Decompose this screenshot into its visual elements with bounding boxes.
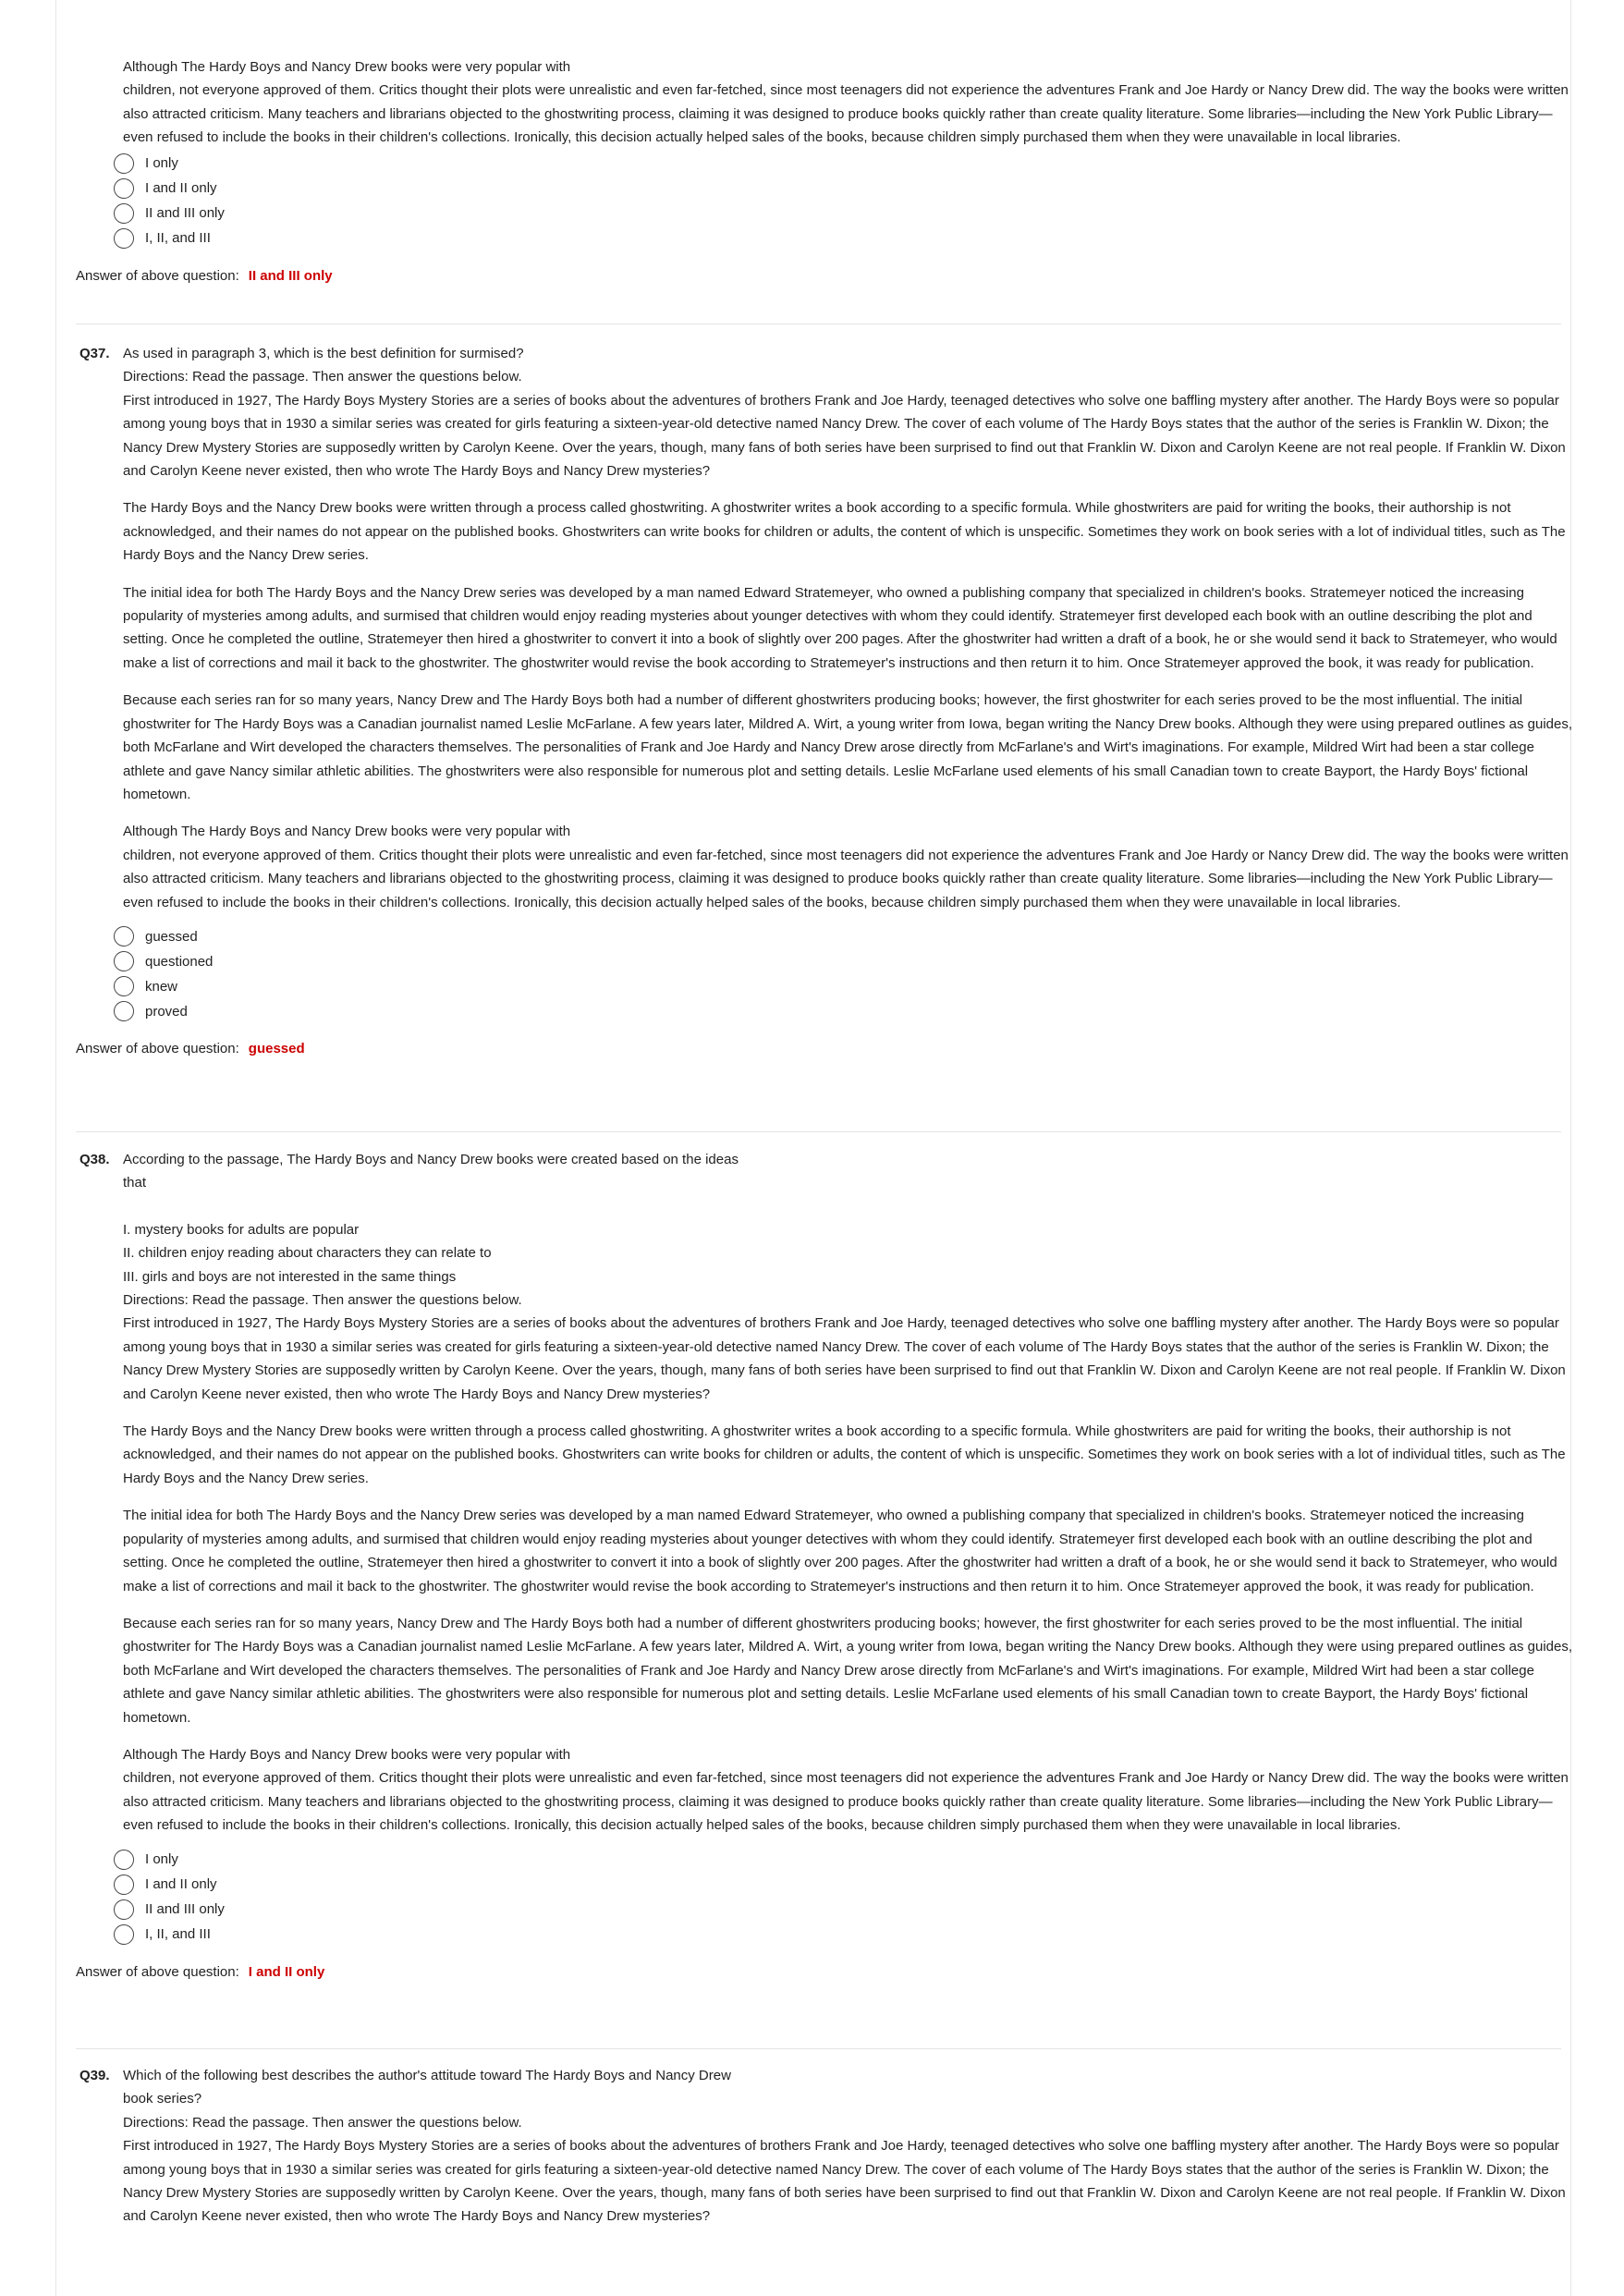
radio-button[interactable] xyxy=(114,1875,134,1895)
question-number: Q37. xyxy=(79,346,110,361)
option-label: proved xyxy=(145,1003,188,1020)
option-label: II and III only xyxy=(145,1901,225,1918)
option-label: guessed xyxy=(145,928,198,945)
answer-line: Answer of above question: I and II only xyxy=(76,1963,325,1980)
radio-button[interactable] xyxy=(114,228,134,249)
divider xyxy=(76,2048,1561,2049)
option-1[interactable] xyxy=(114,924,1572,949)
answer-line: Answer of above question: guessed xyxy=(76,1040,305,1056)
passage-paragraph: Because each series ran for so many years, Nancy Drew and The Hardy Boys both had a number of different ghostwriters producing books; however, the first ghostwriter for each series proved to be the most influential. The initial ghostwriter for The Hardy Boys was a Canadian journalist named Leslie McFarlane. A few years later, Mildred A. Wirt, a young writer from Iowa, began writing the Nancy Drew books. Although they were using prepared outlines as guides, both McFarlane and Wirt developed the characters themselves. The personalities of Frank and Joe Hardy and Nancy Drew arose directly from McFarlane's and Wirt's imaginations. For example, Mildred Wirt had been a star college athlete and gave Nancy similar athletic abilities. The ghostwriters were also responsible for numerous plot and setting details. Leslie McFarlane used elements of his small Canadian town to create Bayport, the Hardy Boys' fictional hometown. xyxy=(123,692,1572,802)
option-label: questioned xyxy=(145,953,214,970)
question-39 xyxy=(0,2064,1624,2229)
question-text: As used in paragraph 3, which is the best definition for surmised? xyxy=(123,346,524,361)
passage-paragraph: First introduced in 1927, The Hardy Boys Mystery Stories are a series of books about the adventures of brothers Frank and Joe Hardy, teenaged detectives who solve one baffling mystery after another. The Hardy Boys were so popular among young boys that in 1930 a similar series was created for girls featuring a sixteen-year-old detective named Nancy Drew. The cover of each volume of The Hardy Boys states that the author of the series is Franklin W. Dixon; the Nancy Drew Mystery Stories are supposedly written by Carolyn Keene. Over the years, though, many fans of both series have been surprised to find out that Franklin W. Dixon and Carolyn Keene are not real people. If Franklin W. Dixon and Carolyn Keene never existed, then who wrote The Hardy Boys and Nancy Drew mysteries? xyxy=(123,1315,1566,1402)
passage-paragraph: The Hardy Boys and the Nancy Drew books were written through a process called ghostwriting. A ghostwriter writes a book according to a specific formula. While ghostwriters are paid for writing the books, their authorship is not acknowledged, and their names do not appear on the published books. Ghostwriters can write books for children or adults, the content of which is unspecific. Sometimes they work on book series with a lot of individual titles, such as The Hardy Boys and the Nancy Drew series. xyxy=(123,500,1566,564)
divider xyxy=(76,1131,1561,1132)
radio-button[interactable] xyxy=(114,203,134,224)
radio-button[interactable] xyxy=(114,153,134,174)
directions: Directions: Read the passage. Then answer the questions below. xyxy=(123,2114,522,2131)
passage-paragraph: Although The Hardy Boys and Nancy Drew books were very popular with children, not everyone approved of them. Critics thought their plots were unrealistic and even far-fetched, since most teenagers did not experience the adventures Frank and Joe Hardy or Nancy Drew did. The way the books were written also attracted criticism. Many teachers and librarians objected to the ghostwriting process, claiming it was designed to produce books quickly rather than create quality literature. Some libraries—including the New York Public Library—even refused to include the books in their children's collections. Ironically, this decision actually helped sales of the books, because children simply purchased them when they were unavailable in local libraries. xyxy=(123,1746,1569,1834)
radio-button[interactable] xyxy=(114,976,134,996)
answer-value: guessed xyxy=(248,1040,305,1056)
radio-button[interactable] xyxy=(114,178,134,199)
question-37 xyxy=(0,342,1624,1056)
radio-button[interactable] xyxy=(114,1924,134,1945)
option-1[interactable] xyxy=(114,152,1572,177)
option-2[interactable] xyxy=(114,1873,1572,1898)
option-label: I, II, and III xyxy=(145,230,211,247)
options xyxy=(123,924,1572,1024)
question-38 xyxy=(0,1148,1624,1980)
passage-paragraph: First introduced in 1927, The Hardy Boys Mystery Stories are a series of books about the adventures of brothers Frank and Joe Hardy, teenaged detectives who solve one baffling mystery after another. The Hardy Boys were so popular among young boys that in 1930 a similar series was created for girls featuring a sixteen-year-old detective named Nancy Drew. The cover of each volume of The Hardy Boys states that the author of the series is Franklin W. Dixon; the Nancy Drew Mystery Stories are supposedly written by Carolyn Keene. Over the years, though, many fans of both series have been surprised to find out that Franklin W. Dixon and Carolyn Keene are not real people. If Franklin W. Dixon and Carolyn Keene never existed, then who wrote The Hardy Boys and Nancy Drew mysteries? xyxy=(123,392,1566,480)
directions: Directions: Read the passage. Then answer the questions below. xyxy=(123,1292,522,1309)
question-items: I. mystery books for adults are popular II. children enjoy reading about characters they can relate to III. girls and boys are not interested in the same things xyxy=(123,1221,492,1285)
answer-value: I and II only xyxy=(248,1963,325,1980)
option-3[interactable] xyxy=(114,202,1572,226)
radio-button[interactable] xyxy=(114,1899,134,1920)
option-4[interactable] xyxy=(114,226,1572,251)
directions: Directions: Read the passage. Then answer the questions below. xyxy=(123,369,522,385)
answer-line: Answer of above question: II and III only xyxy=(76,267,333,284)
radio-button[interactable] xyxy=(114,1001,134,1021)
question-number: Q38. xyxy=(79,1152,110,1167)
option-4[interactable] xyxy=(114,1923,1572,1948)
radio-button[interactable] xyxy=(114,1850,134,1870)
passage-paragraph: First introduced in 1927, The Hardy Boys Mystery Stories are a series of books about the adventures of brothers Frank and Joe Hardy, teenaged detectives who solve one baffling mystery after another. The Hardy Boys were so popular among young boys that in 1930 a similar series was created for girls featuring a sixteen-year-old detective named Nancy Drew. The cover of each volume of The Hardy Boys states that the author of the series is Franklin W. Dixon; the Nancy Drew Mystery Stories are supposedly written by Carolyn Keene. Over the years, though, many fans of both series have been surprised to find out that Franklin W. Dixon and Carolyn Keene are not real people. If Franklin W. Dixon and Carolyn Keene never existed, then who wrote The Hardy Boys and Nancy Drew mysteries? xyxy=(123,2138,1566,2225)
question-text: According to the passage, The Hardy Boys and Nancy Drew books were created based on the ideas that xyxy=(123,1152,739,1191)
options xyxy=(123,152,1572,251)
option-label: II and III only xyxy=(145,205,225,222)
option-label: I only xyxy=(145,1851,178,1868)
question-number: Q39. xyxy=(79,2068,110,2083)
passage-paragraph: Although The Hardy Boys and Nancy Drew books were very popular with children, not everyone approved of them. Critics thought their plots were unrealistic and even far-fetched, since most teenagers did not experience the adventures Frank and Joe Hardy or Nancy Drew did. The way the books were written also attracted criticism. Many teachers and librarians objected to the ghostwriting process, claiming it was designed to produce books quickly rather than create quality literature. Some libraries—including the New York Public Library—even refused to include the books in their children's collections. Ironically, this decision actually helped sales of the books, because children simply purchased them when they were unavailable in local libraries. xyxy=(123,59,1569,146)
passage-paragraph: The initial idea for both The Hardy Boys and the Nancy Drew series was developed by a man named Edward Stratemeyer, who owned a publishing company that specialized in children's books. Stratemeyer noticed the increasing popularity of mysteries among adults, and surmised that children would enjoy reading mysteries about younger detectives with whom they could identify. Stratemeyer first developed each book with an outline describing the plot and setting. Once he completed the outline, Stratemeyer then hired a ghostwriter to convert it into a book of slightly over 200 pages. After the ghostwriter had written a draft of a book, he or she would send it back to Stratemeyer, who would make a list of corrections and mail it back to the ghostwriter. The ghostwriter would revise the book according to Stratemeyer's instructions and then return it to him. Once Stratemeyer approved the book, it was ready for publication. xyxy=(123,1508,1557,1594)
option-label: I and II only xyxy=(145,1876,217,1893)
option-1[interactable] xyxy=(114,1848,1572,1873)
answer-value: II and III only xyxy=(248,267,333,284)
radio-button[interactable] xyxy=(114,926,134,946)
option-3[interactable] xyxy=(114,1898,1572,1923)
passage-paragraph: Although The Hardy Boys and Nancy Drew books were very popular with children, not everyone approved of them. Critics thought their plots were unrealistic and even far-fetched, since most teenagers did not experience the adventures Frank and Joe Hardy or Nancy Drew did. The way the books were written also attracted criticism. Many teachers and librarians objected to the ghostwriting process, claiming it was designed to produce books quickly rather than create quality literature. Some libraries—including the New York Public Library—even refused to include the books in their children's collections. Ironically, this decision actually helped sales of the books, because children simply purchased them when they were unavailable in local libraries. xyxy=(123,824,1569,910)
passage-paragraph: Because each series ran for so many years, Nancy Drew and The Hardy Boys both had a number of different ghostwriters producing books; however, the first ghostwriter for each series proved to be the most influential. The initial ghostwriter for The Hardy Boys was a Canadian journalist named Leslie McFarlane. A few years later, Mildred A. Wirt, a young writer from Iowa, began writing the Nancy Drew books. Although they were using prepared outlines as guides, both McFarlane and Wirt developed the characters themselves. The personalities of Frank and Joe Hardy and Nancy Drew arose directly from McFarlane's and Wirt's imaginations. For example, Mildred Wirt had been a star college athlete and gave Nancy similar athletic abilities. The ghostwriters were also responsible for numerous plot and setting details. Leslie McFarlane used elements of his small Canadian town to create Bayport, the Hardy Boys' fictional hometown. xyxy=(123,1615,1572,1726)
option-label: I only xyxy=(145,155,178,172)
option-label: I, II, and III xyxy=(145,1926,211,1943)
option-label: I and II only xyxy=(145,180,217,197)
passage-paragraph: The Hardy Boys and the Nancy Drew books were written through a process called ghostwriting. A ghostwriter writes a book according to a specific formula. While ghostwriters are paid for writing the books, their authorship is not acknowledged, and their names do not appear on the published books. Ghostwriters can write books for children or adults, the content of which is unspecific. Sometimes they work on book series with a lot of individual titles, such as The Hardy Boys and the Nancy Drew series. xyxy=(123,1423,1566,1486)
question-text: Which of the following best describes the author's attitude toward The Hardy Boys and Nancy Drew book series? xyxy=(123,2068,731,2107)
radio-button[interactable] xyxy=(114,951,134,971)
option-4[interactable] xyxy=(114,999,1572,1024)
options xyxy=(123,1848,1572,1948)
option-3[interactable] xyxy=(114,974,1572,999)
option-label: knew xyxy=(145,978,178,995)
passage-paragraph: The initial idea for both The Hardy Boys and the Nancy Drew series was developed by a man named Edward Stratemeyer, who owned a publishing company that specialized in children's books. Stratemeyer noticed the increasing popularity of mysteries among adults, and surmised that children would enjoy reading mysteries about younger detectives with whom they could identify. Stratemeyer first developed each book with an outline describing the plot and setting. Once he completed the outline, Stratemeyer then hired a ghostwriter to convert it into a book of slightly over 200 pages. After the ghostwriter had written a draft of a book, he or she would send it back to Stratemeyer, who would make a list of corrections and mail it back to the ghostwriter. The ghostwriter would revise the book according to Stratemeyer's instructions and then return it to him. Once Stratemeyer approved the book, it was ready for publication. xyxy=(123,584,1557,671)
question-36 xyxy=(0,55,1624,284)
option-2[interactable] xyxy=(114,177,1572,202)
option-2[interactable] xyxy=(114,949,1572,974)
